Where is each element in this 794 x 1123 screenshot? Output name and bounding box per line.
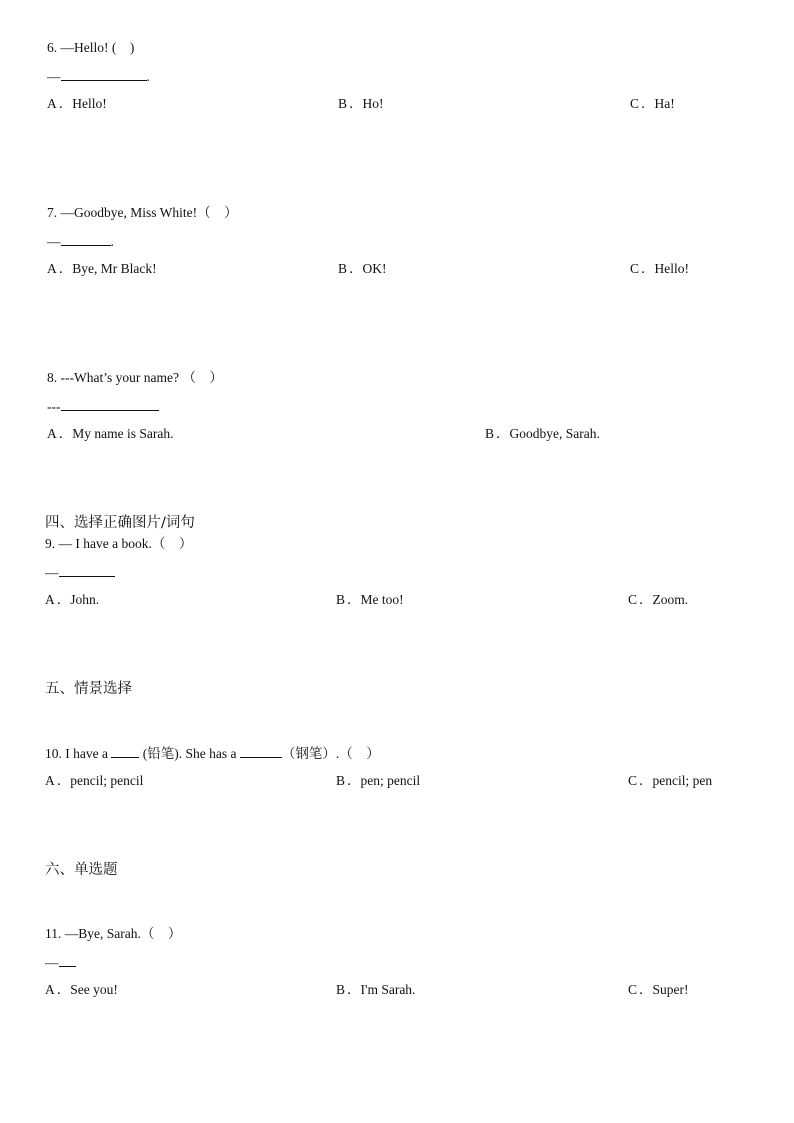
q6-answer-line (47, 68, 150, 85)
option-letter: C (628, 592, 638, 607)
option-separator: ． (639, 982, 653, 997)
q11-dash: — (45, 955, 59, 970)
q8-dash: --- (47, 399, 61, 414)
option-letter: A (45, 982, 55, 997)
q6-option-c[interactable] (630, 96, 675, 112)
q10-option-a[interactable] (45, 773, 143, 789)
q7-end: . (110, 234, 114, 249)
option-separator: ． (56, 773, 71, 788)
option-letter: B (338, 96, 348, 111)
option-separator: ． (58, 96, 73, 111)
option-text: Ha! (654, 96, 675, 111)
option-separator: ． (56, 982, 71, 997)
option-separator: ． (349, 96, 363, 111)
option-letter: C (628, 773, 638, 788)
q10-stem-part-b: (铅笔). She has a (142, 746, 237, 761)
section-heading-5: 五、情景选择 (45, 681, 132, 697)
q7-option-c[interactable] (630, 261, 689, 277)
q8-stem: 8. ---What’s your name? （ ） (47, 370, 223, 385)
q6-dash: — (47, 69, 61, 84)
option-text: Zoom. (652, 592, 689, 607)
option-text: Ho! (362, 96, 384, 111)
option-separator: ． (347, 773, 361, 788)
q6-end: . (146, 69, 150, 84)
option-letter: B (336, 982, 346, 997)
option-letter: A (47, 426, 57, 441)
q7-option-a[interactable] (47, 261, 157, 277)
q9-stem: 9. — I have a book.（ ） (45, 536, 193, 551)
option-text: My name is Sarah. (72, 426, 174, 441)
q10-blank-1[interactable] (111, 745, 139, 758)
option-text: Goodbye, Sarah. (509, 426, 600, 441)
q10-blank-2[interactable] (240, 745, 282, 758)
q10-option-c[interactable] (628, 773, 712, 789)
q8-option-b[interactable] (485, 426, 600, 442)
option-separator: ． (58, 261, 73, 276)
option-letter: A (47, 261, 57, 276)
q8-answer-line (47, 398, 159, 415)
q11-option-b[interactable] (336, 982, 415, 998)
q7-option-b[interactable] (338, 261, 387, 277)
q7-answer-line (47, 233, 114, 250)
q10-option-b[interactable] (336, 773, 420, 789)
q6-option-b[interactable] (338, 96, 384, 112)
option-separator: ． (641, 261, 655, 276)
q10-stem (45, 745, 380, 762)
section-heading-4: 四、选择正确图片/词句 (45, 515, 195, 531)
q11-option-a[interactable] (45, 982, 118, 998)
q11-option-c[interactable] (628, 982, 689, 998)
option-letter: B (485, 426, 495, 441)
option-text: pencil; pen (652, 773, 713, 788)
option-letter: B (338, 261, 348, 276)
option-letter: A (47, 96, 57, 111)
option-separator: ． (641, 96, 655, 111)
q10-stem-part-c: （钢笔）.（ ） (281, 746, 380, 761)
option-text: Super! (652, 982, 689, 997)
option-letter: A (45, 592, 55, 607)
q9-blank[interactable] (59, 564, 115, 577)
option-text: Me too! (360, 592, 404, 607)
option-text: pen; pencil (360, 773, 421, 788)
q9-dash: — (45, 565, 59, 580)
q8-option-a[interactable] (47, 426, 173, 442)
q11-blank[interactable] (59, 954, 76, 967)
q7-dash: — (47, 234, 61, 249)
option-letter: B (336, 773, 346, 788)
option-letter: B (336, 592, 346, 607)
option-separator: ． (347, 982, 361, 997)
q11-stem: 11. —Bye, Sarah.（ ） (45, 926, 182, 941)
option-separator: ． (56, 592, 71, 607)
option-letter: C (630, 261, 640, 276)
q6-blank[interactable] (61, 68, 147, 81)
option-separator: ． (639, 773, 653, 788)
q6-stem: 6. —Hello! ( ) (47, 40, 135, 55)
q9-option-c[interactable] (628, 592, 688, 608)
option-text: Bye, Mr Black! (72, 261, 157, 276)
option-separator: ． (347, 592, 361, 607)
q8-blank[interactable] (61, 398, 159, 411)
option-separator: ． (58, 426, 73, 441)
q9-option-a[interactable] (45, 592, 99, 608)
option-text: OK! (362, 261, 387, 276)
option-letter: A (45, 773, 55, 788)
q9-answer-line (45, 564, 115, 581)
q6-option-a[interactable] (47, 96, 107, 112)
option-text: John. (70, 592, 100, 607)
q9-option-b[interactable] (336, 592, 404, 608)
option-text: Hello! (654, 261, 690, 276)
section-heading-6: 六、单选题 (45, 862, 118, 878)
option-letter: C (630, 96, 640, 111)
option-text: pencil; pencil (70, 773, 144, 788)
option-letter: C (628, 982, 638, 997)
option-separator: ． (496, 426, 510, 441)
option-separator: ． (349, 261, 363, 276)
q7-blank[interactable] (61, 233, 111, 246)
q7-stem: 7. —Goodbye, Miss White!（ ） (47, 205, 238, 220)
option-text: Hello! (72, 96, 107, 111)
q11-answer-line (45, 954, 76, 971)
option-text: See you! (70, 982, 118, 997)
option-separator: ． (639, 592, 653, 607)
q10-stem-part-a: 10. I have a (45, 746, 108, 761)
option-text: I'm Sarah. (360, 982, 416, 997)
